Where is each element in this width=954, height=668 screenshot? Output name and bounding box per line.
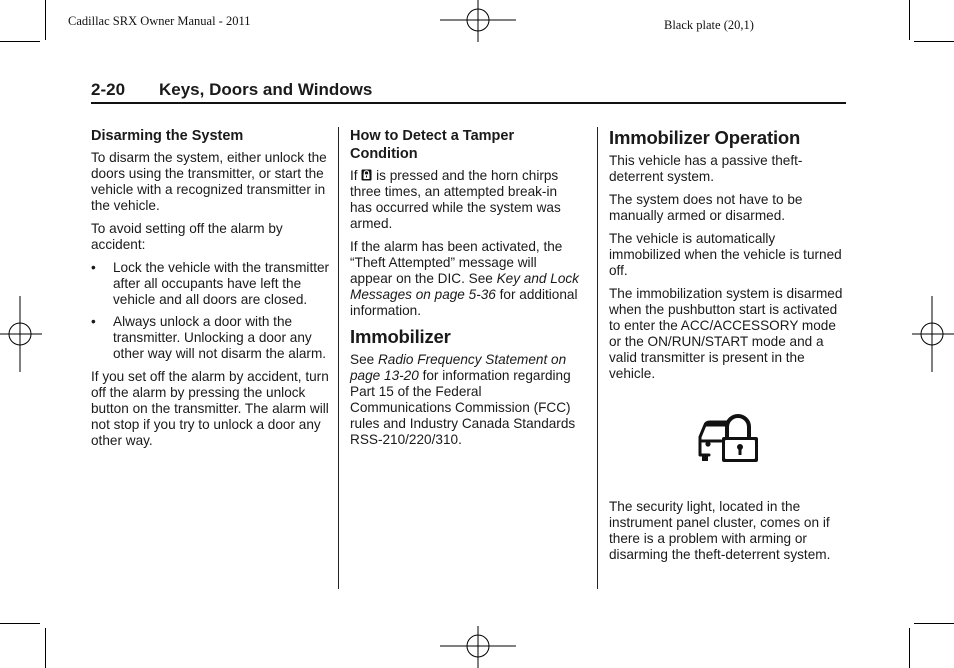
crop-mark xyxy=(45,628,46,668)
paragraph: If you set off the alarm by accident, turn off the alarm by pressing the unlock button on the transmitter. The alarm will not stop if you try to unlock a door any other way. xyxy=(91,369,329,448)
security-light-car-padlock-icon xyxy=(697,411,761,465)
bullet: • xyxy=(91,260,96,275)
section-header xyxy=(91,80,846,102)
paragraph xyxy=(350,352,582,448)
column-1 xyxy=(91,127,331,456)
running-header-right: Black plate (20,1) xyxy=(664,18,754,32)
crop-mark xyxy=(914,623,954,624)
text: If xyxy=(350,168,358,183)
text: If the alarm has been activated, the “Theft Attempted” message will appear on the DIC. See xyxy=(350,239,563,286)
crop-mark xyxy=(0,41,40,42)
registration-mark-left xyxy=(0,296,44,372)
heading-immobilizer: Immobilizer xyxy=(350,326,451,347)
text: is pressed and the horn chirps three times, an attempted break-in has occurred while the system was armed. xyxy=(350,168,561,231)
cross-reference-link[interactable]: Radio Frequency Statement on page 13-20 xyxy=(350,352,567,383)
list-item xyxy=(91,314,331,362)
crop-mark xyxy=(0,623,40,624)
crop-mark xyxy=(909,628,910,668)
list-item xyxy=(91,260,331,308)
text: for additional information. xyxy=(350,287,578,318)
bullet-list xyxy=(91,260,331,362)
paragraph: The system does not have to be manually armed or disarmed. xyxy=(609,192,803,223)
paragraph: The vehicle is automatically immobilized when the vehicle is turned off. xyxy=(609,231,842,278)
header-rule xyxy=(91,102,846,104)
list-item-text: Always unlock a door with the transmitter. Unlocking a door any other way will not disarm the alarm. xyxy=(113,314,327,361)
heading-tamper: How to Detect a Tamper Condition xyxy=(350,128,515,162)
column-3 xyxy=(609,127,846,570)
registration-mark-bottom xyxy=(440,626,516,668)
paragraph: This vehicle has a passive theft-deterrent system. xyxy=(609,153,803,184)
lock-button-icon xyxy=(361,169,372,181)
column-2 xyxy=(350,127,582,455)
text: See xyxy=(350,352,375,367)
paragraph: The immobilization system is disarmed when the pushbutton start is activated to enter the ACC/ACCESSORY mode or the ON/RUN/START mode and a valid transmitter is present in the vehicle. xyxy=(609,286,843,381)
cross-reference-link[interactable]: Key and Lock Messages on page 5-36 xyxy=(350,271,579,302)
crop-mark xyxy=(909,0,910,40)
registration-mark-top xyxy=(440,0,516,44)
crop-mark xyxy=(914,41,954,42)
heading-disarming: Disarming the System xyxy=(91,128,244,144)
paragraph xyxy=(350,239,582,319)
crop-mark xyxy=(45,0,46,40)
page-number: 2-20 xyxy=(91,80,126,99)
paragraph: To avoid setting off the alarm by accident: xyxy=(91,221,283,252)
bullet: • xyxy=(91,314,96,329)
column-divider xyxy=(597,127,598,589)
list-item-text: Lock the vehicle with the transmitter after all occupants have left the vehicle and all doors are closed. xyxy=(113,260,330,307)
paragraph xyxy=(350,168,582,232)
registration-mark-right xyxy=(910,296,954,372)
heading-immobilizer-operation: Immobilizer Operation xyxy=(609,127,801,148)
running-header-left: Cadillac SRX Owner Manual - 2011 xyxy=(68,14,251,28)
paragraph: The security light, located in the instrument panel cluster, comes on if there is a problem with arming or disarming the theft-deterrent system. xyxy=(609,499,831,562)
section-title: Keys, Doors and Windows xyxy=(159,80,373,99)
column-divider xyxy=(338,127,339,589)
text: for information regarding Part 15 of the Federal Communications Commission (FCC) rules and Industry Canada Standards RSS-210/220/310. xyxy=(350,368,576,447)
paragraph: To disarm the system, either unlock the doors using the transmitter, or start the vehicle with a recognized transmitter in the vehicle. xyxy=(91,150,327,213)
icon-figure xyxy=(609,389,846,499)
